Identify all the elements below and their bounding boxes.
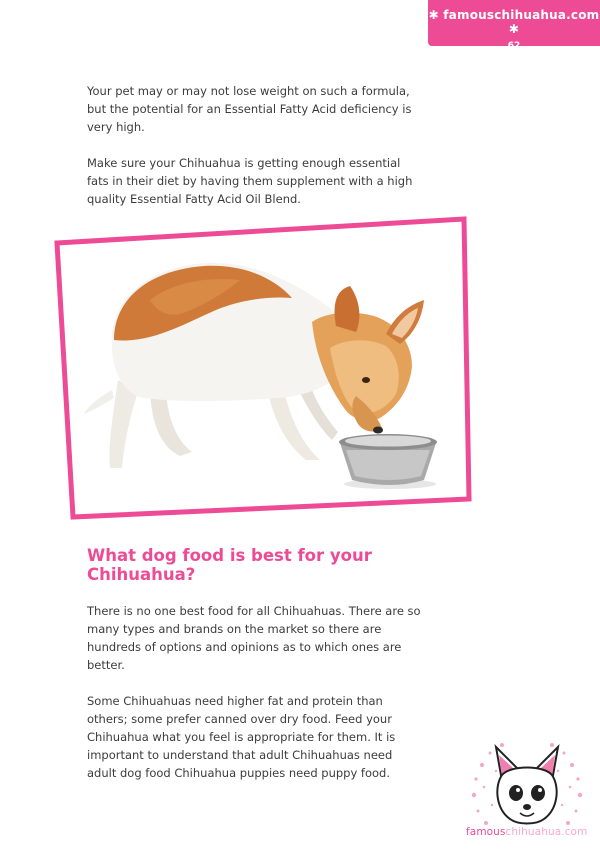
paragraph-feeding-advice: Some Chihuahuas need higher fat and protein than others; some prefer canned over dry food. Feed your Chihuahua what you feel is appropriate for them. It is important to understand that adult Chihuahuas need adult dog food Chihuahua puppies need puppy food. (87, 694, 396, 780)
food-bowl-icon (339, 434, 437, 485)
logo-wordmark (466, 826, 587, 838)
site-name-text: famouschihuahua.com (443, 8, 600, 22)
dog-nose (373, 427, 383, 434)
paragraph-no-best-food: There is no one best food for all Chihuahuas. There are so many types and brands on the market so there are hundreds of options and opinions as to which ones are better. (87, 604, 421, 672)
dog-eye (362, 377, 370, 383)
paragraph-supplement: Make sure your Chihuahua is getting enough essential fats in their diet by having them supplement with a high quality Essential Fatty Acid Oil Blend. (87, 156, 413, 206)
star-icon: ✱ (508, 22, 520, 36)
logo-brand-dark: famous (466, 826, 506, 838)
star-icon: ✱ (428, 8, 439, 22)
logo-brand-light: chihuahua.com (505, 826, 588, 838)
paragraph-efa-deficiency: Your pet may or may not lose weight on such a formula, but the potential for an Essential Fatty Acid deficiency is very high. (87, 84, 412, 134)
page-number: 62 (507, 41, 521, 51)
section-heading: What dog food is best for your Chihuahua? (87, 546, 372, 584)
